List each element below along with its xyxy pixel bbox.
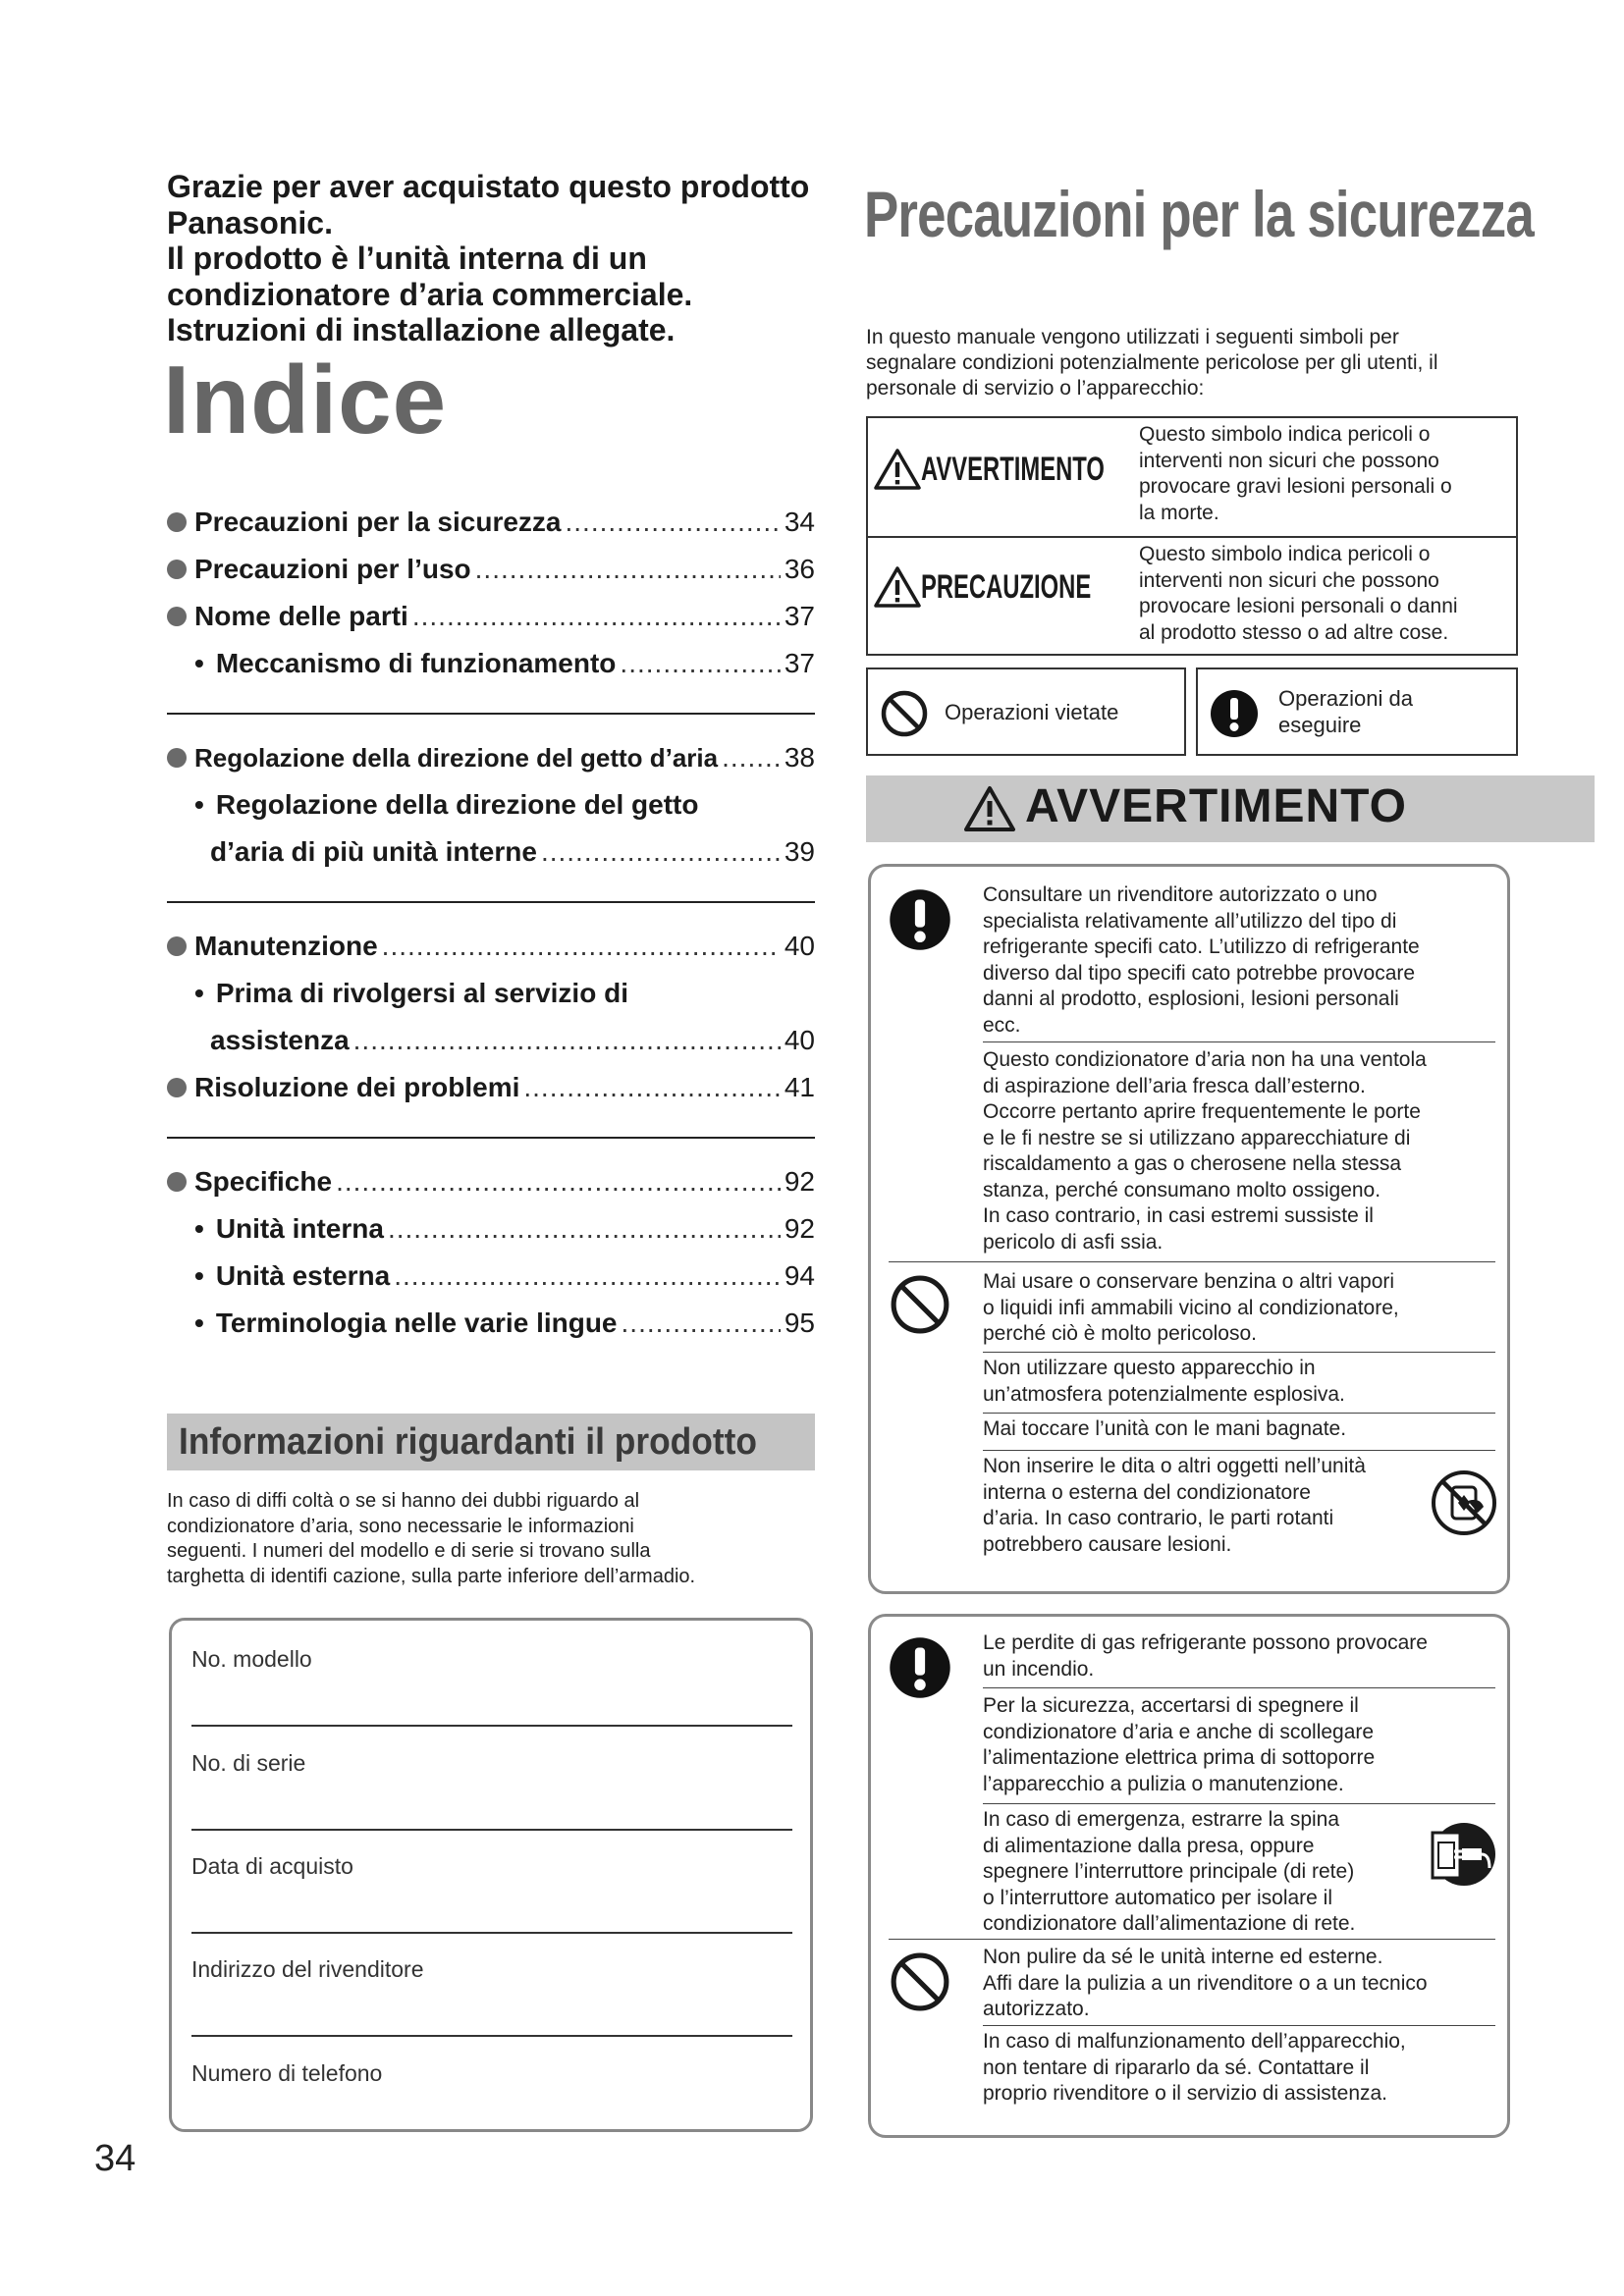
intro-text	[167, 169, 835, 348]
model-number-label: No. modello	[191, 1646, 312, 1672]
toc-subentry[interactable]: • Unità interna ..... 92	[194, 1213, 815, 1260]
model-number-field[interactable]	[191, 1725, 792, 1727]
intro-line: Istruzioni di installazione allegate.	[167, 312, 676, 347]
bullet-icon	[167, 936, 187, 956]
prohibited-icon	[889, 1950, 951, 2013]
exclamation-icon	[889, 888, 951, 951]
mandatory-operations-legend: Operazioni da eseguire	[1196, 667, 1518, 756]
warning-banner: AVVERTIMENTO	[866, 775, 1595, 842]
divider	[983, 1352, 1495, 1353]
intro-line: Panasonic.	[167, 204, 333, 240]
bullet-icon	[167, 1078, 187, 1097]
prohibited-icon	[889, 1273, 951, 1336]
divider	[167, 1137, 815, 1139]
warning-description: Questo simbolo indica pericoli o interventi non sicuri che possono provocare gravi lesioni personali o la morte.	[1139, 423, 1452, 524]
intro-line: Il prodotto è l’unità interna di un	[167, 240, 647, 276]
toc-subentry[interactable]: • Unità esterna ..... 94	[194, 1260, 815, 1308]
toc-entry[interactable]: Precauzioni per l’uso ..... 36	[167, 554, 815, 601]
product-info-heading: Informazioni riguardanti il prodotto	[167, 1414, 815, 1470]
purchase-date-field[interactable]	[191, 1932, 792, 1934]
unplug-icon	[1425, 1819, 1499, 1890]
toc-entry[interactable]: Regolazione della direzione del getto d’aria ..... 38	[167, 742, 815, 789]
dealer-address-label: Indirizzo del rivenditore	[191, 1956, 424, 1982]
caution-description: Questo simbolo indica pericoli o interventi non sicuri che possono provocare lesioni personali o danni al prodotto stesso o ad altre cose.	[1139, 543, 1458, 644]
serial-number-field[interactable]	[191, 1829, 792, 1831]
caution-symbol-label: PRECAUZIONE	[874, 565, 1164, 609]
divider	[167, 901, 815, 903]
toc-subentry[interactable]: • Terminologia nelle varie lingue ..... 95	[194, 1308, 815, 1355]
exclamation-icon	[1210, 689, 1259, 738]
toc-subentry: • Regolazione della direzione del getto	[194, 789, 699, 820]
divider	[889, 1261, 1495, 1262]
divider	[983, 1687, 1495, 1688]
divider	[983, 1413, 1495, 1414]
no-fingers-icon	[1429, 1468, 1499, 1538]
toc-subentry[interactable]: • Meccanismo di funzionamento ..... 37	[194, 648, 815, 695]
safety-intro: In questo manuale vengono utilizzati i seguenti simboli per segnalare condizioni potenzialmente pericolose per gli utenti, il personale di servizio o l’apparecchio:	[866, 326, 1438, 400]
toc-entry[interactable]: Specifiche ..... 92	[167, 1166, 815, 1213]
divider	[983, 1803, 1495, 1804]
caution-triangle-icon	[874, 565, 921, 609]
toc-subentry[interactable]: d’aria di più unità interne ..... 39	[210, 836, 815, 883]
serial-number-label: No. di serie	[191, 1750, 306, 1776]
prohibited-operations-legend: Operazioni vietate	[866, 667, 1186, 756]
bullet-icon	[167, 512, 187, 532]
symbol-legend-table	[866, 416, 1518, 656]
toc-entry[interactable]: Precauzioni per la sicurezza ..... 34	[167, 507, 815, 554]
toc-subentry: • Prima di rivolgersi al servizio di	[194, 978, 628, 1008]
divider	[983, 1041, 1495, 1042]
toc-entry[interactable]: Nome delle parti ..... 37	[167, 601, 815, 648]
toc-entry[interactable]: Risoluzione dei problemi ..... 41	[167, 1072, 815, 1119]
toc-subentry[interactable]: assistenza ..... 40	[210, 1025, 815, 1072]
safety-title: Precauzioni per la sicurezza	[864, 178, 1534, 250]
bullet-icon	[167, 607, 187, 626]
warning-triangle-icon	[874, 448, 921, 491]
divider	[167, 713, 815, 715]
product-info-text: In caso di diffi coltà o se si hanno dei dubbi riguardo al condizionatore d’aria, sono necessarie le informazioni seguenti. I numeri del modello e di serie si trovano sulla targhetta di identifi cazione, sulla parte inferiore dell’armadio.	[167, 1490, 696, 1587]
warning-triangle-icon	[964, 785, 1015, 832]
index-title: Indice	[163, 346, 448, 454]
divider	[889, 1939, 1495, 1940]
prohibited-icon	[880, 689, 929, 738]
intro-line: condizionatore d’aria commerciale.	[167, 276, 693, 312]
divider	[983, 1450, 1495, 1451]
bullet-icon	[167, 748, 187, 768]
divider	[983, 2025, 1495, 2026]
bullet-icon	[167, 560, 187, 579]
warning-box: Le perdite di gas refrigerante possono provocare un incendio. Per la sicurezza, accertarsi di spegnere il condizionatore d’aria e anche di scollegare l’alimentazione elettrica prima di sottoporre l’apparecchio a pulizia o manutenzione. In caso di emergenza, estrarre la spina di alimentazione dalla presa, oppure spegnere l’interruttore principale (di rete) o l’interruttore automatico per isolare il condizionatore dall’alimentazione di rete. Non pulire da sé le unità interne ed esterne. Affi dare la pulizia a un rivenditore o a un tecnico autorizzato. In caso di malfunzionamento dell’apparecchio, non tentare di ripararlo da sé. Contattare il proprio rivenditore o il servizio di assistenza.	[868, 1614, 1510, 2138]
toc-entry[interactable]: Manutenzione ..... 40	[167, 931, 815, 978]
warning-symbol-label: AVVERTIMENTO	[874, 448, 1183, 491]
page-number: 34	[94, 2138, 136, 2179]
purchase-date-label: Data di acquisto	[191, 1853, 353, 1879]
intro-line: Grazie per aver acquistato questo prodotto	[167, 169, 810, 204]
bullet-icon	[167, 1172, 187, 1192]
dealer-address-field[interactable]	[191, 2035, 792, 2037]
divider	[868, 536, 1516, 538]
warning-box: Consultare un rivenditore autorizzato o uno specialista relativamente all’utilizzo del tipo di refrigerante specifi cato. L’utilizzo di refrigerante diverso dal tipo specifi cato potrebbe provocare danni al prodotto, esplosioni, lesioni personali ecc. Questo condizionatore d’aria non ha una ventola di aspirazione dell’aria fresca dall’esterno. Occorre pertanto aprire frequentemente le porte e le fi nestre se si utilizzano apparecchiature di riscaldamento a gas o cherosene nella stessa stanza, perché consumano molto ossigeno. In caso contrario, in casi estremi sussiste il pericolo di asfi ssia. Mai usare o conservare benzina o altri vapori o liquidi infi ammabili vicino al condizionatore, perché ciò è molto pericoloso. Non utilizzare questo apparecchio in un’atmosfera potenzialmente esplosiva. Mai toccare l’unità con le mani bagnate. Non inserire le dita o altri oggetti nell’unità interna o esterna del condizionatore d’aria. In caso contrario, le parti rotanti potrebbero causare lesioni.	[868, 864, 1510, 1594]
exclamation-icon	[889, 1636, 951, 1699]
product-info-form	[169, 1618, 813, 2132]
phone-number-label: Numero di telefono	[191, 2060, 383, 2086]
